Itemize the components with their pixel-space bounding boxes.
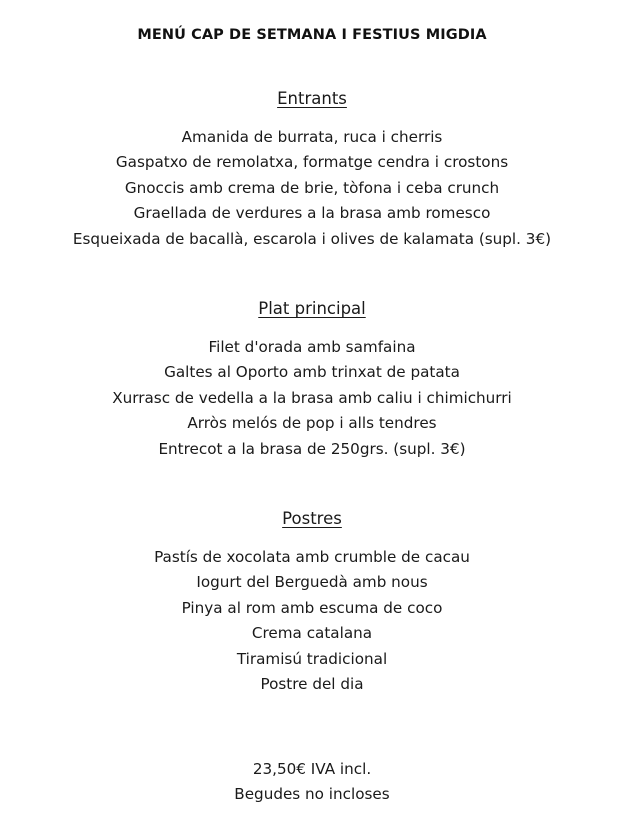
menu-item: Tiramisú tradicional xyxy=(236,649,388,668)
price-label: 23,50€ IVA incl. xyxy=(252,760,372,778)
menu-item: Arròs melós de pop i alls tendres xyxy=(187,414,437,433)
menu-item: Filet d'orada amb samfaina xyxy=(208,338,416,356)
section-heading-plat-principal: Plat principal xyxy=(258,299,366,318)
menu-item: Gaspatxo de remolatxa, formatge cendra i crostons xyxy=(115,153,509,172)
menu-item: Gnoccis amb crema de brie, tòfona i ceba crunch xyxy=(124,178,500,197)
menu-item: Galtes al Oporto amb trinxat de patata xyxy=(164,363,460,382)
drinks-note: Begudes no incloses xyxy=(234,785,390,804)
menu-item: Iogurt del Berguedà amb nous xyxy=(196,573,428,592)
menu-item: Graellada de verdures a la brasa amb romesco xyxy=(133,204,491,223)
menu-item: Postre del dia xyxy=(260,674,364,693)
menu-title: MENÚ CAP DE SETMANA I FESTIUS MIGDIA xyxy=(137,27,487,43)
section-entrants xyxy=(0,87,624,252)
section-heading-entrants: Entrants xyxy=(277,89,347,108)
menu-item: Crema catalana xyxy=(251,624,373,643)
section-heading-postres: Postres xyxy=(282,509,342,528)
menu-item: Entrecot a la brasa de 250grs. (supl. 3€) xyxy=(158,439,466,458)
menu-item: Pastís de xocolata amb crumble de cacau xyxy=(154,548,470,566)
menu-footer xyxy=(0,757,624,808)
menu-item: Esqueixada de bacallà, escarola i olives de kalamata (supl. 3€) xyxy=(72,229,552,248)
section-postres xyxy=(0,507,624,697)
menu-item: Amanida de burrata, ruca i cherris xyxy=(181,128,443,146)
menu-item: Pinya al rom amb escuma de coco xyxy=(181,598,443,617)
menu-item: Xurrasc de vedella a la brasa amb caliu i chimichurri xyxy=(112,388,512,407)
section-plat-principal xyxy=(0,297,624,462)
